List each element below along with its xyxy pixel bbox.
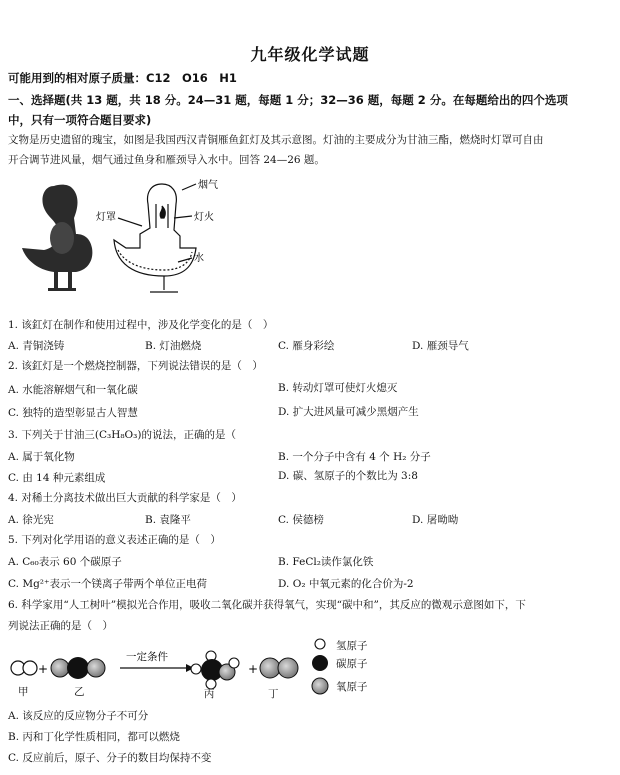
- molecule-bing: [191, 651, 239, 689]
- q6-option-a[interactable]: A. 该反应的反应物分子不可分: [8, 710, 149, 722]
- molecule-yi: [51, 657, 105, 679]
- label-bing: 丙: [204, 688, 215, 700]
- q2-option-b[interactable]: B. 转动灯罩可使灯火熄灭: [278, 382, 398, 394]
- q2-option-d[interactable]: D. 扩大进风量可减少黑烟产生: [278, 406, 419, 418]
- molecule-jia: [11, 661, 37, 675]
- legend-hydrogen: 氢原子: [336, 640, 368, 652]
- q2-option-c[interactable]: C. 独特的造型彰显古人智慧: [8, 407, 138, 419]
- q5-option-d[interactable]: D. O₂ 中氧元素的化合价为-2: [278, 578, 414, 590]
- atomic-masses: 可能用到的相对原子质量：C12 O16 H1: [8, 71, 237, 85]
- question-2: 2. 该釭灯是一个燃烧控制器，下列说法错误的是（ ）: [8, 360, 263, 372]
- q2-option-a[interactable]: A. 水能溶解烟气和一氧化碳: [8, 384, 138, 396]
- intro-line-1: 文物是历史遗留的瑰宝，如图是我国西汉青铜雁鱼釭灯及其示意图。灯油的主要成分为甘油三酯，燃烧时灯罩可自由: [8, 134, 544, 146]
- label-smoke: 烟气: [198, 180, 218, 191]
- section-heading: [8, 90, 612, 130]
- legend-oxygen: 氧原子: [336, 681, 368, 693]
- label-ding: 丁: [268, 688, 279, 700]
- legend-oxygen-symbol: [312, 678, 328, 694]
- q3-option-d[interactable]: D. 碳、氢原子的个数比为 3:8: [278, 470, 418, 482]
- plus-2: +: [248, 662, 259, 676]
- q3-option-b[interactable]: B. 一个分子中含有 4 个 H₂ 分子: [278, 451, 431, 463]
- q1-option-b[interactable]: B. 灯油燃烧: [145, 340, 202, 352]
- q4-option-a[interactable]: A. 徐光宪: [8, 514, 54, 526]
- q4-option-d[interactable]: D. 屠呦呦: [412, 514, 459, 526]
- reaction-condition: 一定条件: [126, 651, 168, 663]
- q5-option-a[interactable]: A. C₆₀表示 60 个碳原子: [8, 556, 122, 568]
- q5-option-b[interactable]: B. FeCl₂读作氯化铁: [278, 556, 374, 568]
- legend-carbon-symbol: [312, 655, 328, 671]
- question-5: 5. 下列对化学用语的意义表述正确的是（ ）: [8, 534, 221, 546]
- section-line-1: 一、选择题(共 13 题，共 18 分。24—31 题，每题 1 分；32—36 题，每题 2 分。在每题给出的四个选项: [8, 93, 568, 107]
- lamp-figure: [14, 178, 244, 298]
- label-jia: 甲: [18, 686, 29, 698]
- q5-option-c[interactable]: C. Mg²⁺表示一个镁离子带两个单位正电荷: [8, 578, 208, 590]
- question-1: 1. 该釭灯在制作和使用过程中，涉及化学变化的是（ ）: [8, 319, 274, 331]
- question-6-line-1: 6. 科学家用“人工树叶”模拟光合作用，吸收二氧化碳并获得氧气，实现“碳中和”，其反应的微观示意图如下，下: [8, 599, 526, 611]
- q1-option-d[interactable]: D. 雁颈导气: [412, 340, 469, 352]
- label-flame: 灯火: [194, 212, 214, 223]
- lamp-schematic: [114, 184, 196, 292]
- molecule-ding: [260, 658, 298, 678]
- label-yi: 乙: [74, 686, 85, 698]
- question-6-line-2: 列说法正确的是（ ）: [8, 620, 113, 632]
- lamp-photo: [22, 185, 92, 291]
- plus-1: +: [38, 662, 49, 676]
- question-3: 3. 下列关于甘油三(C₃H₈O₃)的说法，正确的是（: [8, 429, 236, 441]
- legend-hydrogen-symbol: [315, 639, 325, 649]
- section-line-2: 中，只有一项符合题目要求): [8, 113, 152, 127]
- q4-option-b[interactable]: B. 袁隆平: [145, 514, 191, 526]
- intro-paragraph: [8, 130, 612, 170]
- q1-option-a[interactable]: A. 青铜浇铸: [8, 340, 65, 352]
- page-title: 九年级化学试题: [250, 45, 370, 64]
- intro-line-2: 开合调节进风量，烟气通过鱼身和雁颈导入水中。回答 24—26 题。: [8, 154, 325, 166]
- q3-option-c[interactable]: C. 由 14 种元素组成: [8, 472, 106, 484]
- q6-option-b[interactable]: B. 丙和丁化学性质相同，都可以燃烧: [8, 731, 180, 743]
- q1-option-c[interactable]: C. 雁身彩绘: [278, 340, 335, 352]
- q4-option-c[interactable]: C. 侯德榜: [278, 514, 324, 526]
- legend-carbon: 碳原子: [336, 658, 368, 670]
- label-water: 水: [194, 253, 204, 264]
- q3-option-a[interactable]: A. 属于氧化物: [8, 451, 75, 463]
- question-4: 4. 对稀土分离技术做出巨大贡献的科学家是（ ）: [8, 492, 242, 504]
- q6-option-c[interactable]: C. 反应前后，原子、分子的数目均保持不变: [8, 752, 212, 764]
- label-shade: 灯罩: [96, 212, 116, 223]
